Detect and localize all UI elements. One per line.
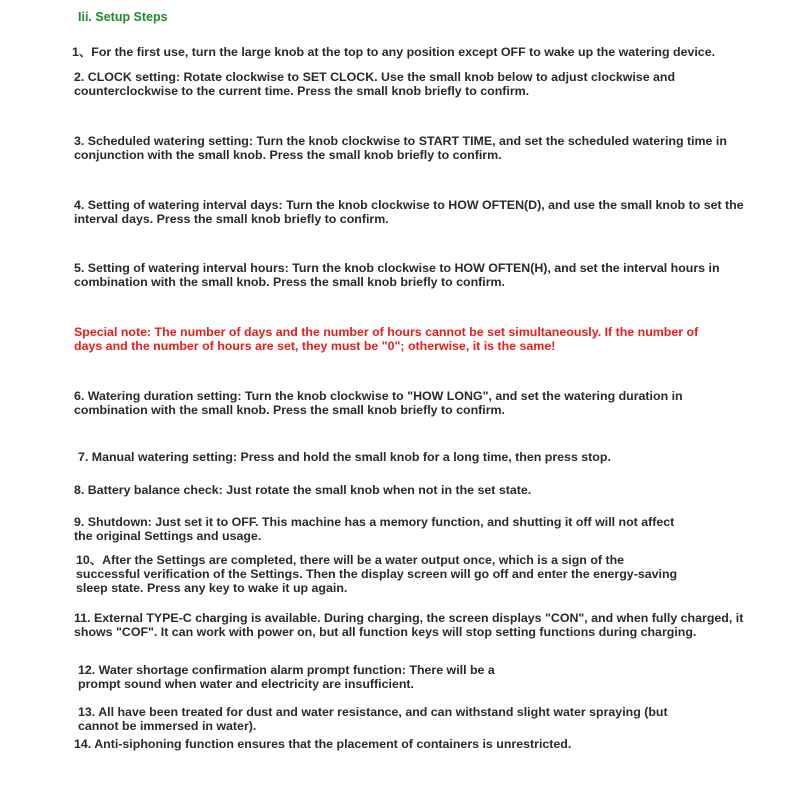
step-12: 12. Water shortage confirmation alarm prompt function: There will be a prompt sound when water and electricity are insufficient. [78,663,495,691]
step-4: 4. Setting of watering interval days: Turn the knob clockwise to HOW OFTEN(D), and use the small knob to set the interval days. Press the small knob briefly to confirm. [74,198,744,226]
step-8: 8. Battery balance check: Just rotate the small knob when not in the set state. [74,483,532,497]
section-heading: Iii. Setup Steps [78,10,168,24]
step-11: 11. External TYPE-C charging is available. During charging, the screen displays "CON", and when fully charged, it shows "COF". It can work with power on, but all function keys will stop setting functions during charging. [74,611,744,639]
step-2: 2. CLOCK setting: Rotate clockwise to SET CLOCK. Use the small knob below to adjust clockwise and counterclockwise to the current time. Press the small knob briefly to confirm. [74,70,676,98]
step-9: 9. Shutdown: Just set it to OFF. This machine has a memory function, and shutting it off will not affect the original Settings and usage. [74,515,675,543]
step-13: 13. All have been treated for dust and water resistance, and can withstand slight water spraying (but cannot be immersed in water). [78,705,668,733]
step-1: 1、For the first use, turn the large knob at the top to any position except OFF to wake up the watering device. [72,45,716,59]
step-6: 6. Watering duration setting: Turn the knob clockwise to "HOW LONG", and set the watering duration in combination with the small knob. Press the small knob briefly to confirm. [74,389,683,417]
step-3: 3. Scheduled watering setting: Turn the knob clockwise to START TIME, and set the scheduled watering time in conjunction with the small knob. Press the small knob briefly to confirm. [74,134,727,162]
special-note: Special note: The number of days and the number of hours cannot be set simultaneously. If the number of days and the number of hours are set, they must be "0"; otherwise, it is the same! [74,325,699,353]
step-7: 7. Manual watering setting: Press and hold the small knob for a long time, then press stop. [78,450,611,464]
step-5: 5. Setting of watering interval hours: Turn the knob clockwise to HOW OFTEN(H), and set the interval hours in combination with the small knob. Press the small knob briefly to confirm. [74,261,720,289]
step-10: 10、After the Settings are completed, there will be a water output once, which is a sign of the successful verification of the Settings. Then the display screen will go off and enter the energy-saving sleep state. Press any key to wake it up again. [76,553,678,595]
step-14: 14. Anti-siphoning function ensures that the placement of containers is unrestricted. [74,737,572,751]
